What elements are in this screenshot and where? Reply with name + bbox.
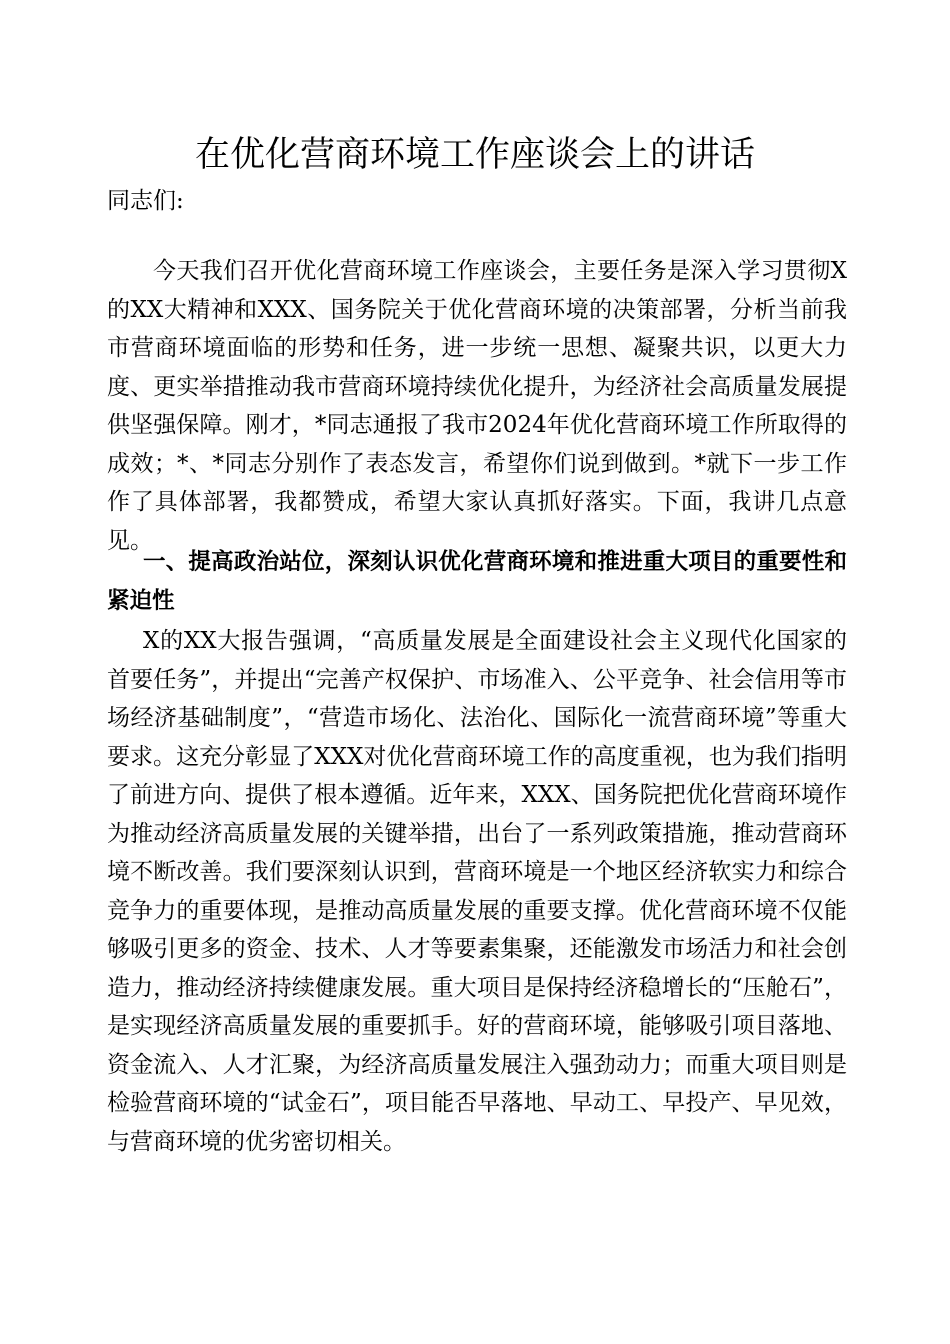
document-title: 在优化营商环境工作座谈会上的讲话 xyxy=(194,135,755,175)
paragraph-section-1: X的XX大报告强调，“高质量发展是全面建设社会主义现代化国家的首要任务”，并提出“完善产权保护、市场准入、公平竞争、社会信用等市场经济基础制度”，“营造市场化、法治化、国际化一流营商环境”等重大要求。这充分彰显了XXX对优化营商环境工作的高度重视，也为我们指明了前进方向、提供了根本遵循。近年来，XXX、国务院把优化营商环境作为推动经济高质量发展的关键举措，出台了一系列政策措施，推动营商环境不断改善。我们要深刻认识到，营商环境是一个地区经济软实力和综合竞争力的重要体现，是推动高质量发展的重要支撑。优化营商环境不仅能够吸引更多的资金、技术、人才等要素集聚，还能激发市场活力和社会创造力，推动经济持续健康发展。重大项目是保持经济稳增长的“压舱石”，是实现经济高质量发展的重要抓手。好的营商环境，能够吸引项目落地、资金流入、人才汇聚，为经济高质量发展注入强劲动力；而重大项目则是检验营商环境的“试金石”，项目能否早落地、早动工、早投产、早见效，与营商环境的优劣密切相关。 xyxy=(107,628,847,1155)
section-heading-1: 一、提高政治站位，深刻认识优化营商环境和推进重大项目的重要性和紧迫性 xyxy=(107,549,847,614)
paragraph-opening: 今天我们召开优化营商环境工作座谈会，主要任务是深入学习贯彻X的XX大精神和XXX、国务院关于优化营商环境的决策部署，分析当前我市营商环境面临的形势和任务，进一步统一思想、凝聚共识，以更大力度、更实举措推动我市营商环境持续优化提升，为经济社会高质量发展提供坚强保障。刚才，*同志通报了我市2024年优化营商环境工作所取得的成效；*、*同志分别作了表态发言，希望你们说到做到。*就下一步工作作了具体部署，我都赞成，希望大家认真抓好落实。下面，我讲几点意见。 xyxy=(107,258,847,554)
salutation: 同志们: xyxy=(107,188,184,214)
